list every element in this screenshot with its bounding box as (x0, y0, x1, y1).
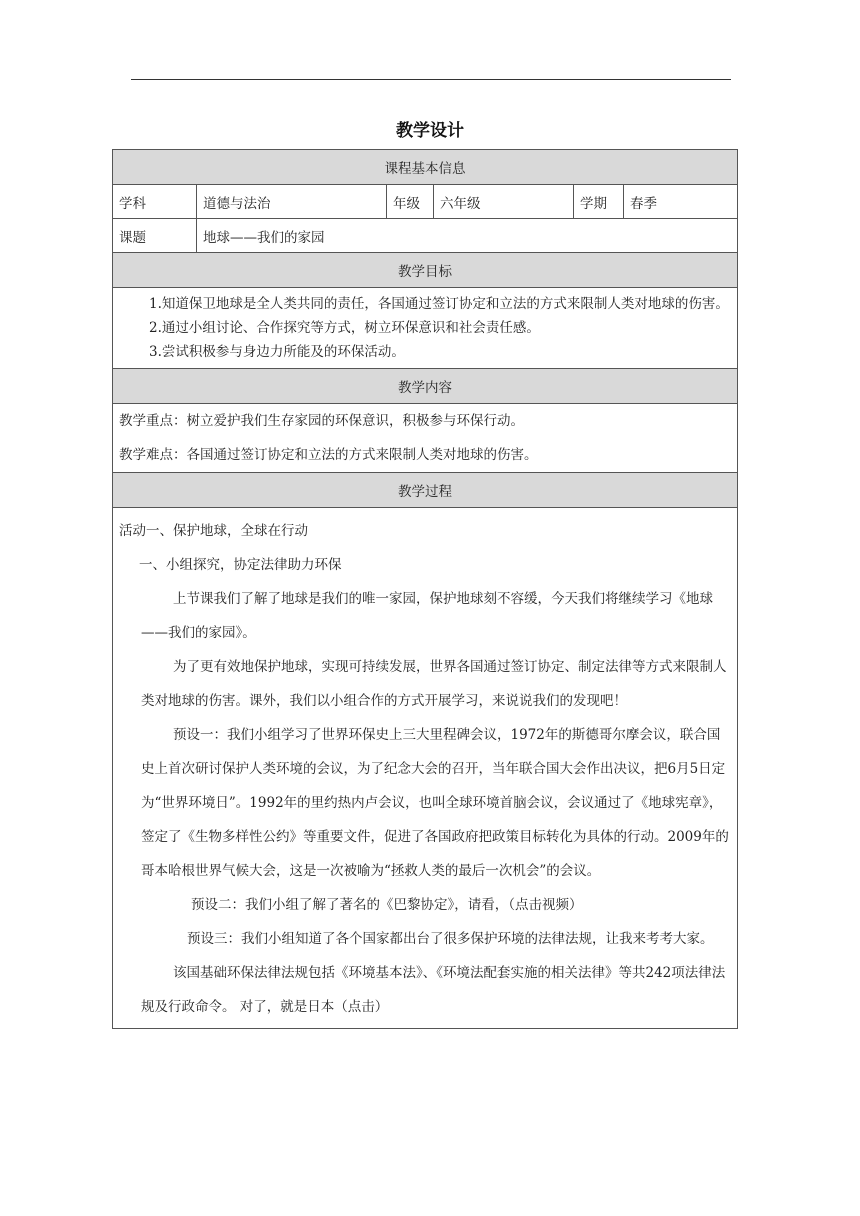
document-title: 教学设计 (396, 121, 464, 141)
header-rule (131, 79, 731, 80)
term-label: 学期 (574, 185, 624, 219)
subject-value: 道德与法治 (197, 185, 387, 219)
goals-header: 教学目标 (113, 253, 738, 288)
content-header: 教学内容 (113, 369, 738, 404)
paragraph: 上节课我们了解了地球是我们的唯一家园，保护地球刻不容缓，今天我们将继续学习《地球——我们的家园》。 (141, 591, 713, 641)
process-body (113, 508, 738, 1029)
difficulty: 教学难点：各国通过签订协定和立法的方式来限制人类对地球的伤害。 (119, 447, 538, 463)
goal-item: 1.知道保卫地球是全人类共同的责任，各国通过签订协定和立法的方式来限制人类对地球的伤害。 (149, 296, 729, 312)
paragraph: 预设一：我们小组学习了世界环保史上三大里程碑会议，1972年的斯德哥尔摩会议，联合国史上首次研讨保护人类环境的会议，为了纪念大会的召开，当年联合国大会作出决议，把6月5日定为“世界环境日”。1992年的里约热内卢会议，也叫全球环境首脑会议，会议通过了《地球宪章》，签定了《生物多样性公约》等重要文件，促进了各国政府把政策目标转化为具体的行动。2009年的哥本哈根世界气候大会，这是一次被喻为“拯救人类的最后一次机会”的会议。 (141, 727, 729, 879)
topic-value: 地球——我们的家园 (197, 219, 738, 253)
activity-title: 活动一、保护地球，全球在行动 (119, 523, 308, 539)
key-point: 教学重点：树立爱护我们生存家园的环保意识，积极参与环保行动。 (119, 413, 524, 429)
goal-item: 3.尝试积极参与身边力所能及的环保活动。 (149, 344, 405, 360)
paragraph: 预设二：我们小组了解了著名的《巴黎协定》，请看，（点击视频） (191, 897, 583, 913)
section-title: 一、小组探究，协定法律助力环保 (139, 557, 342, 573)
term-value: 春季 (624, 185, 738, 219)
grade-label: 年级 (387, 185, 434, 219)
paragraph: 预设三：我们小组知道了各个国家都出台了很多保护环境的法律法规，让我来考考大家。 (187, 931, 714, 947)
subject-label: 学科 (113, 185, 197, 219)
process-header: 教学过程 (113, 473, 738, 508)
content-body (113, 404, 738, 473)
goals-list (113, 288, 738, 369)
grade-value: 六年级 (434, 185, 574, 219)
goal-item: 2.通过小组讨论、合作探究等方式，树立环保意识和社会责任感。 (149, 320, 540, 336)
topic-label: 课题 (113, 219, 197, 253)
paragraph: 为了更有效地保护地球，实现可持续发展，世界各国通过签订协定、制定法律等方式来限制人类对地球的伤害。课外，我们以小组合作的方式开展学习，来说说我们的发现吧！ (141, 659, 727, 709)
basic-info-header: 课程基本信息 (113, 150, 738, 185)
paragraph: 该国基础环保法律法规包括《环境基本法》、《环境法配套实施的相关法律》等共242项法律法规及行政命令。 对了，就是日本（点击） (141, 965, 726, 1015)
lesson-plan-table (112, 149, 738, 1029)
